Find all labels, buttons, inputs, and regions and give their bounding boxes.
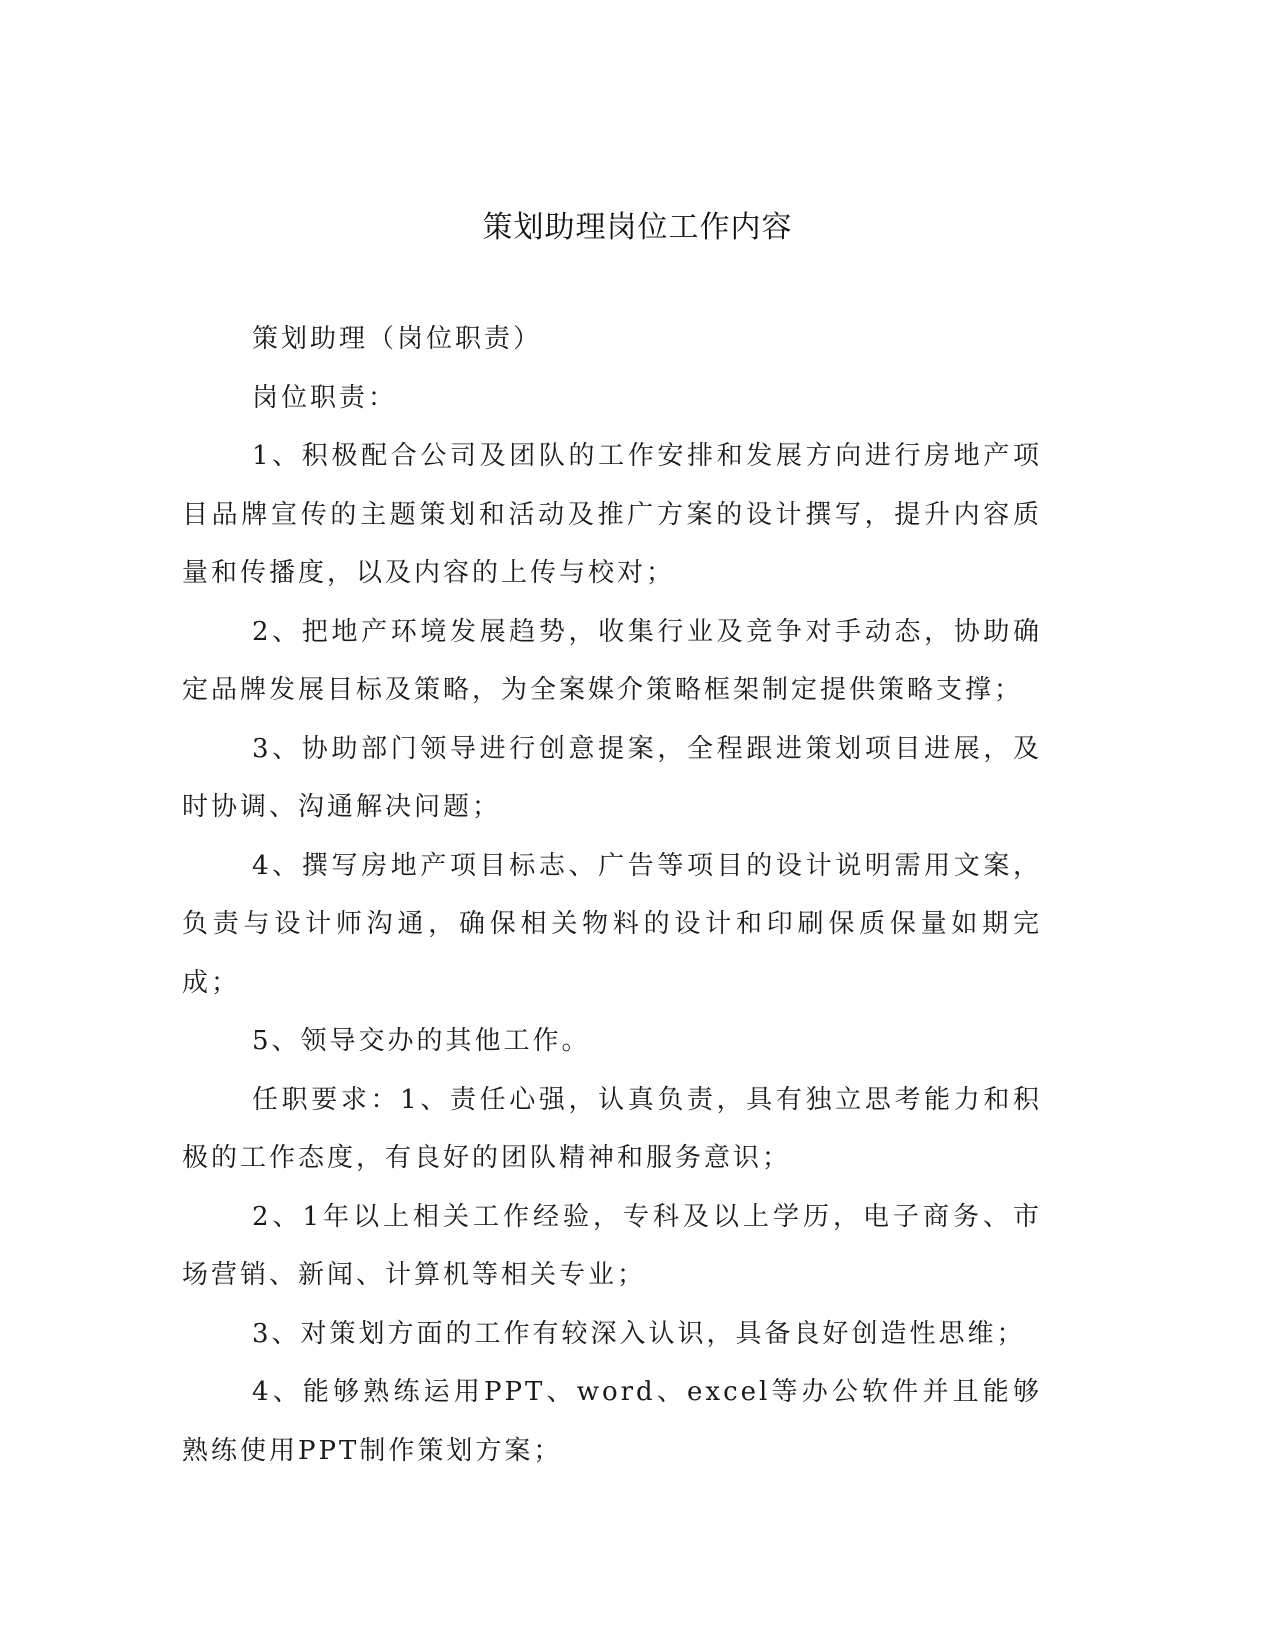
paragraph-requirement-2: 2、1年以上相关工作经验，专科及以上学历，电子商务、市场营销、新闻、计算机等相关专业； bbox=[182, 1201, 1042, 1290]
document-title: 策划助理岗位工作内容 bbox=[482, 210, 793, 245]
paragraph-responsibility-3: 3、协助部门领导进行创意提案，全程跟进策划项目进展，及时协调、沟通解决问题； bbox=[182, 733, 1042, 822]
paragraph-role-heading: 策划助理（岗位职责） bbox=[252, 324, 543, 354]
paragraph-requirement-3: 3、对策划方面的工作有较深入认识，具备良好创造性思维； bbox=[252, 1318, 1026, 1349]
paragraph-requirement-4: 4、能够熟练运用PPT、word、excel等办公软件并且能够熟练使用PPT制作策划方案； bbox=[182, 1377, 1042, 1466]
paragraph-responsibilities-label: 岗位职责： bbox=[252, 382, 398, 413]
document-body bbox=[182, 310, 1042, 1480]
paragraph-responsibility-5: 5、领导交办的其他工作。 bbox=[252, 1026, 591, 1056]
paragraph-responsibility-4: 4、撰写房地产项目标志、广告等项目的设计说明需用文案，负责与设计师沟通，确保相关物料的设计和印刷保质保量如期完成； bbox=[182, 850, 1042, 998]
paragraph-requirement-1: 任职要求：1、责任心强，认真负责，具有独立思考能力和积极的工作态度，有良好的团队精神和服务意识； bbox=[182, 1084, 1042, 1173]
paragraph-responsibility-1: 1、积极配合公司及团队的工作安排和发展方向进行房地产项目品牌宣传的主题策划和活动及推广方案的设计撰写，提升内容质量和传播度，以及内容的上传与校对； bbox=[182, 441, 1042, 588]
paragraph-responsibility-2: 2、把地产环境发展趋势，收集行业及竞争对手动态，协助确定品牌发展目标及策略，为全案媒介策略框架制定提供策略支撑； bbox=[182, 616, 1042, 705]
